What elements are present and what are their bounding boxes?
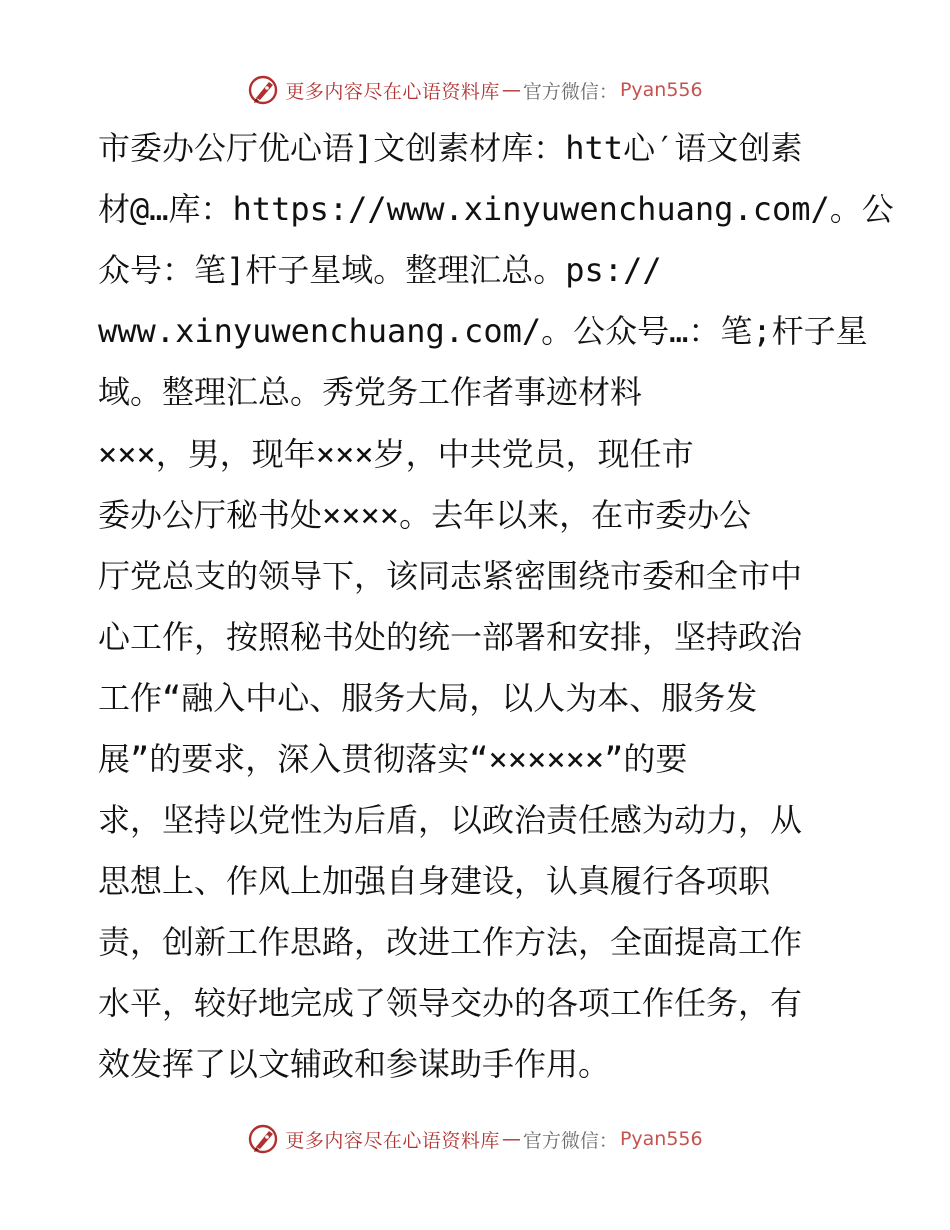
- header-wechat-label: 官方微信：: [522, 80, 618, 103]
- text-line: 委办公厅秘书处××××。去年以来，在市委办公: [98, 496, 752, 534]
- text-line: 水平，较好地完成了领导交办的各项工作任务，有: [98, 984, 803, 1022]
- header-wechat-id: Pyan556: [619, 79, 703, 101]
- text-line: 材@…库：https://www.xinyuwenchuang.com/。公: [98, 190, 894, 228]
- text-line: 厅党总支的领导下，该同志紧密围绕市委和全市中: [98, 557, 803, 595]
- text-line: 域。整理汇总。秀党务工作者事迹材料: [98, 373, 643, 411]
- text-line: 效发挥了以文辅政和参谋助手作用。: [98, 1045, 611, 1083]
- text-line: www.xinyuwenchuang.com/。公众号…：笔;杆子星: [98, 312, 868, 350]
- footer-dash: —: [501, 1128, 521, 1150]
- text-line: 思想上、作风上加强自身建设，认真履行各项职: [98, 862, 771, 900]
- pen-logo-icon: [247, 1122, 281, 1156]
- footer-wechat-id: Pyan556: [619, 1128, 703, 1150]
- paragraph-intro: [98, 118, 894, 423]
- text-line: 展”的要求，深入贯彻落实“××××××”的要: [98, 740, 688, 778]
- text-line: 工作“融入中心、服务大局，以人为本、服务发: [98, 679, 758, 717]
- header-banner: [0, 70, 950, 110]
- header-promo-text: 更多内容尽在心语资料库: [285, 80, 500, 103]
- text-line: 求，坚持以党性为后盾，以政治责任感为动力，从: [98, 801, 803, 839]
- footer-banner: [0, 1119, 950, 1159]
- text-line: 责，创新工作思路，改进工作方法，全面提高工作: [98, 923, 803, 961]
- text-line: 心工作，按照秘书处的统一部署和安排，坚持政治: [98, 618, 803, 656]
- text-line: 市委办公厅优心语]文创素材库：htt心′语文创素: [98, 129, 803, 167]
- header-dash: —: [501, 79, 521, 101]
- pen-logo-icon: [247, 73, 281, 107]
- text-line: 众号：笔]杆子星域。整理汇总。ps://: [98, 251, 662, 289]
- footer-wechat-label: 官方微信：: [522, 1129, 618, 1152]
- paragraph-body: [98, 424, 854, 1095]
- footer-promo-text: 更多内容尽在心语资料库: [285, 1129, 500, 1152]
- text-line: ×××，男，现年×××岁，中共党员，现任市: [98, 435, 694, 473]
